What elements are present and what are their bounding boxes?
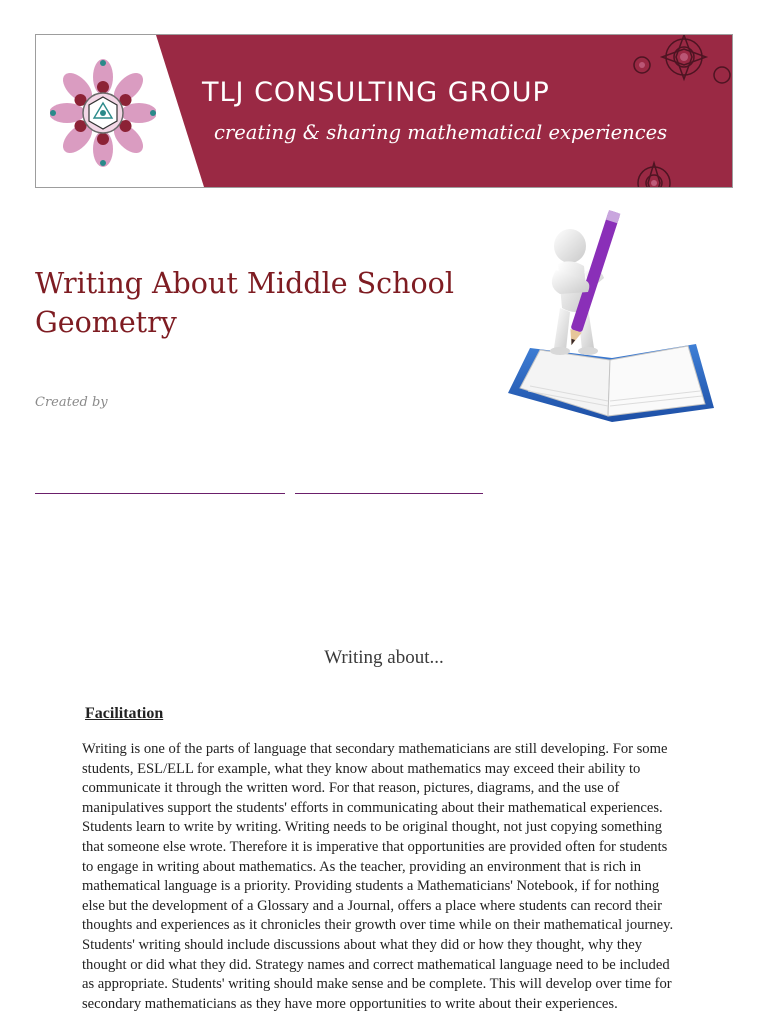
header-banner [35, 34, 733, 188]
facilitation-paragraph: Writing is one of the parts of language that secondary mathematicians are still developing. For some students, ESL/ELL for example, what they know about mathematics may exceed their ability to communicate it through the written word. For that reason, pictures, diagrams, and the use of manipulatives support the students' efforts in communicating about their mathematical experiences. Students learn to write by writing. Writing needs to be original thought, not just copying something that someone else wrote. Therefore it is imperative that opportunities are provided often for students to engage in writing about mathematics. As the teacher, providing an environment that is rich in mathematical language is a priority. Providing students a Mathematicians' Notebook, if for nothing else but the development of a Glossary and a Journal, offers a place where students can record their thoughts and experiences as it chronicles their growth over time while on their mathematical journey. Students' writing should include discussions about what they did or how they thought, why they thought or did what they did. Strategy names and correct mathematical language need to be included as appropriate. Students' writing should make sense and be complete. This will develop over time for secondary mathematicians as they have more opportunities to write about their experiences. [82, 741, 674, 1012]
author-line-1 [35, 493, 285, 494]
company-name: TLJ CONSULTING GROUP [202, 77, 550, 108]
created-by-label: Created by [35, 395, 108, 410]
company-tagline: creating & sharing mathematical experiences [214, 121, 668, 144]
banner-ornament-icon [622, 35, 732, 95]
figure-writing-in-book-icon [500, 208, 725, 438]
section-heading: Writing about... [324, 647, 444, 668]
author-line-2 [295, 493, 483, 494]
mandala-logo-icon [50, 55, 156, 171]
document-title: Writing About Middle School Geometry [35, 267, 454, 339]
banner-ornament-bottom-icon [624, 153, 684, 188]
facilitation-heading: Facilitation [85, 705, 164, 722]
